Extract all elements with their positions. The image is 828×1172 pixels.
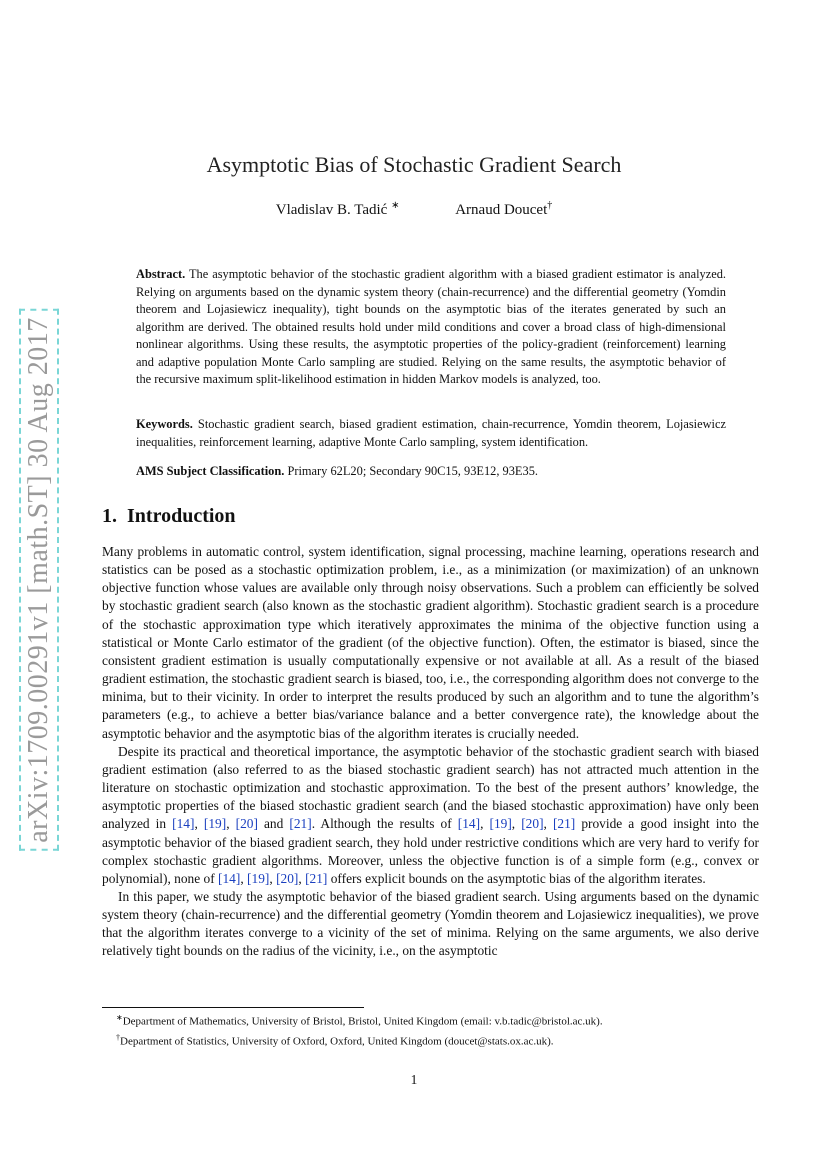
- section-title: Introduction: [127, 505, 236, 527]
- keywords-text: Stochastic gradient search, biased gradient estimation, chain-recurrence, Yomdin theorem, Lojasiewicz inequalities, reinforcement learning, adaptive Monte Carlo sampling, system identification.: [136, 417, 726, 449]
- text-run: ,: [240, 870, 248, 886]
- citation-link[interactable]: [19]: [489, 816, 512, 832]
- ams-text: Primary 62L20; Secondary 90C15, 93E12, 93E35.: [287, 464, 538, 478]
- citation-link[interactable]: [14]: [172, 816, 195, 832]
- citation-link[interactable]: [19]: [247, 870, 270, 886]
- text-run: ,: [511, 816, 522, 832]
- section-heading: [102, 505, 236, 528]
- text-run: . Although the results of: [311, 816, 458, 832]
- footnotes: [102, 1010, 759, 1049]
- citation-link[interactable]: [21]: [552, 816, 576, 832]
- paper-title: Asymptotic Bias of Stochastic Gradient Search: [206, 152, 622, 177]
- author-list: [0, 200, 828, 219]
- ams-classification: [136, 463, 726, 481]
- text-run: ,: [194, 816, 204, 832]
- page-number: 1: [410, 1072, 418, 1087]
- paragraph-1: Many problems in automatic control, system identification, signal processing, machine learning, operations research and statistics can be posed as a stochastic optimization problem, i.e., as a minimization (or maximization) of an unknown objective function whose values are available only through noisy observations. Such a problem can efficiently be solved by stochastic gradient search (also known as the stochastic gradient algorithm). Stochastic gradient search is a procedure of the stochastic approximation type which iteratively approximates the minima of the objective function using a statistical or Monte Carlo estimator of the gradient (of the objective function). Often, the estimator is biased, since the consistent gradient estimation is usually computationally expensive or not available at all. As a result of the biased gradient estimation, the stochastic gradient search is biased, too, i.e., the corresponding algorithm does not converge to the minima, but to their vicinity. In order to interpret the results produced by such an algorithm and to tune the algorithm’s parameters (e.g., to achieve a better bias/variance balance and a better convergence rate), the knowledge about the asymptotic behavior and the asymptotic bias of the algorithm iterates is crucially needed.: [102, 544, 759, 741]
- author-1: [276, 200, 400, 219]
- author-name: Vladislav B. Tadić: [275, 202, 388, 218]
- footnote-1: [102, 1010, 759, 1030]
- arxiv-sidebar: [14, 310, 64, 850]
- footnote-text: Department of Mathematics, University of Bristol, Bristol, United Kingdom (email: v.b.tadic@bristol.ac.uk).: [122, 1015, 603, 1028]
- text-run: provide a good insight into the asymptotic behavior of the biased gradient search, they hold under restrictive conditions which are very hard to verify for complex stochastic gradient algorithms. Moreover, unless the objective function is of a simple form (e.g., convex or polynomial), none of: [102, 816, 759, 886]
- citation-link[interactable]: [14]: [457, 816, 481, 832]
- citation-link[interactable]: [20]: [521, 816, 544, 832]
- text-run: ,: [298, 870, 306, 886]
- footnote-2: [102, 1030, 759, 1050]
- abstract-label: Abstract.: [136, 267, 186, 281]
- text-run: and: [257, 816, 290, 832]
- text-run: ,: [543, 816, 553, 832]
- ams-label: AMS Subject Classification.: [136, 464, 285, 478]
- citation-link[interactable]: [20]: [276, 870, 299, 886]
- author-footnote-mark: ∗: [391, 200, 400, 211]
- author-name: Arnaud Doucet: [455, 202, 548, 218]
- footnote-mark: ∗: [116, 1013, 123, 1022]
- arxiv-identifier: arXiv:1709.00291v1 [math.ST] 30 Aug 2017: [21, 311, 57, 849]
- text-run: ,: [480, 816, 490, 832]
- citation-link[interactable]: [19]: [203, 816, 227, 832]
- paragraph-3: In this paper, we study the asymptotic behavior of the biased gradient search. Using arguments based on the dynamic system theory (chain-recurrence) and the differential geometry (Yomdin theorem and Lojasiewicz inequalities), we prove that the algorithm iterates converge to a vicinity of the set of minima. Relying on the same arguments, we also derive relatively tight bounds on the radius of the vicinity, i.e., on the asymptotic: [102, 888, 759, 959]
- keywords: [136, 416, 726, 451]
- keywords-label: Keywords.: [136, 417, 193, 431]
- section-number: 1.: [102, 505, 117, 527]
- author-2: [455, 200, 552, 219]
- author-footnote-mark: †: [547, 200, 553, 211]
- paragraph-2: [102, 743, 759, 888]
- abstract-text: The asymptotic behavior of the stochastic gradient algorithm with a biased gradient estimator is analyzed. Relying on arguments based on the dynamic system theory (chain-recurrence) and the differential geometry (Yomdin theorem and Lojasiewicz inequality), tight bounds on the asymptotic bias of the iterates generated by such an algorithm are derived. The obtained results hold under mild conditions and cover a broad class of high-dimensional nonlinear algorithms. Using these results, the asymptotic properties of the policy-gradient (reinforcement) learning and adaptive population Monte Carlo sampling are studied. Relying on the same results, the asymptotic behavior of the recursive maximum split-likelihood estimation in hidden Markov models is analyzed, too.: [136, 267, 726, 386]
- abstract: [136, 266, 726, 389]
- citation-link[interactable]: [21]: [289, 816, 312, 832]
- text-run: Despite its practical and theoretical importance, the asymptotic behavior of the stochastic gradient search with biased gradient estimation (also referred to as the biased stochastic gradient search) has not attracted much attention in the literature on stochastic optimization and stochastic approximation. To the best of the present authors’ knowledge, the asymptotic properties of the biased stochastic gradient search (and the biased stochastic approximation) have only been analyzed in: [102, 743, 759, 832]
- citation-link[interactable]: [21]: [305, 870, 328, 886]
- citation-link[interactable]: [14]: [218, 870, 241, 886]
- text-run: ,: [269, 870, 277, 886]
- text-run: offers explicit bounds on the asymptotic bias of the algorithm iterates.: [327, 870, 706, 886]
- footnote-mark: †: [116, 1032, 120, 1042]
- footnote-divider: [102, 1007, 364, 1008]
- text-run: ,: [226, 816, 236, 832]
- body-text: [102, 543, 759, 961]
- footnote-text: Department of Statistics, University of Oxford, Oxford, United Kingdom (doucet@stats.ox.ac.uk).: [120, 1035, 554, 1048]
- citation-link[interactable]: [20]: [235, 816, 258, 832]
